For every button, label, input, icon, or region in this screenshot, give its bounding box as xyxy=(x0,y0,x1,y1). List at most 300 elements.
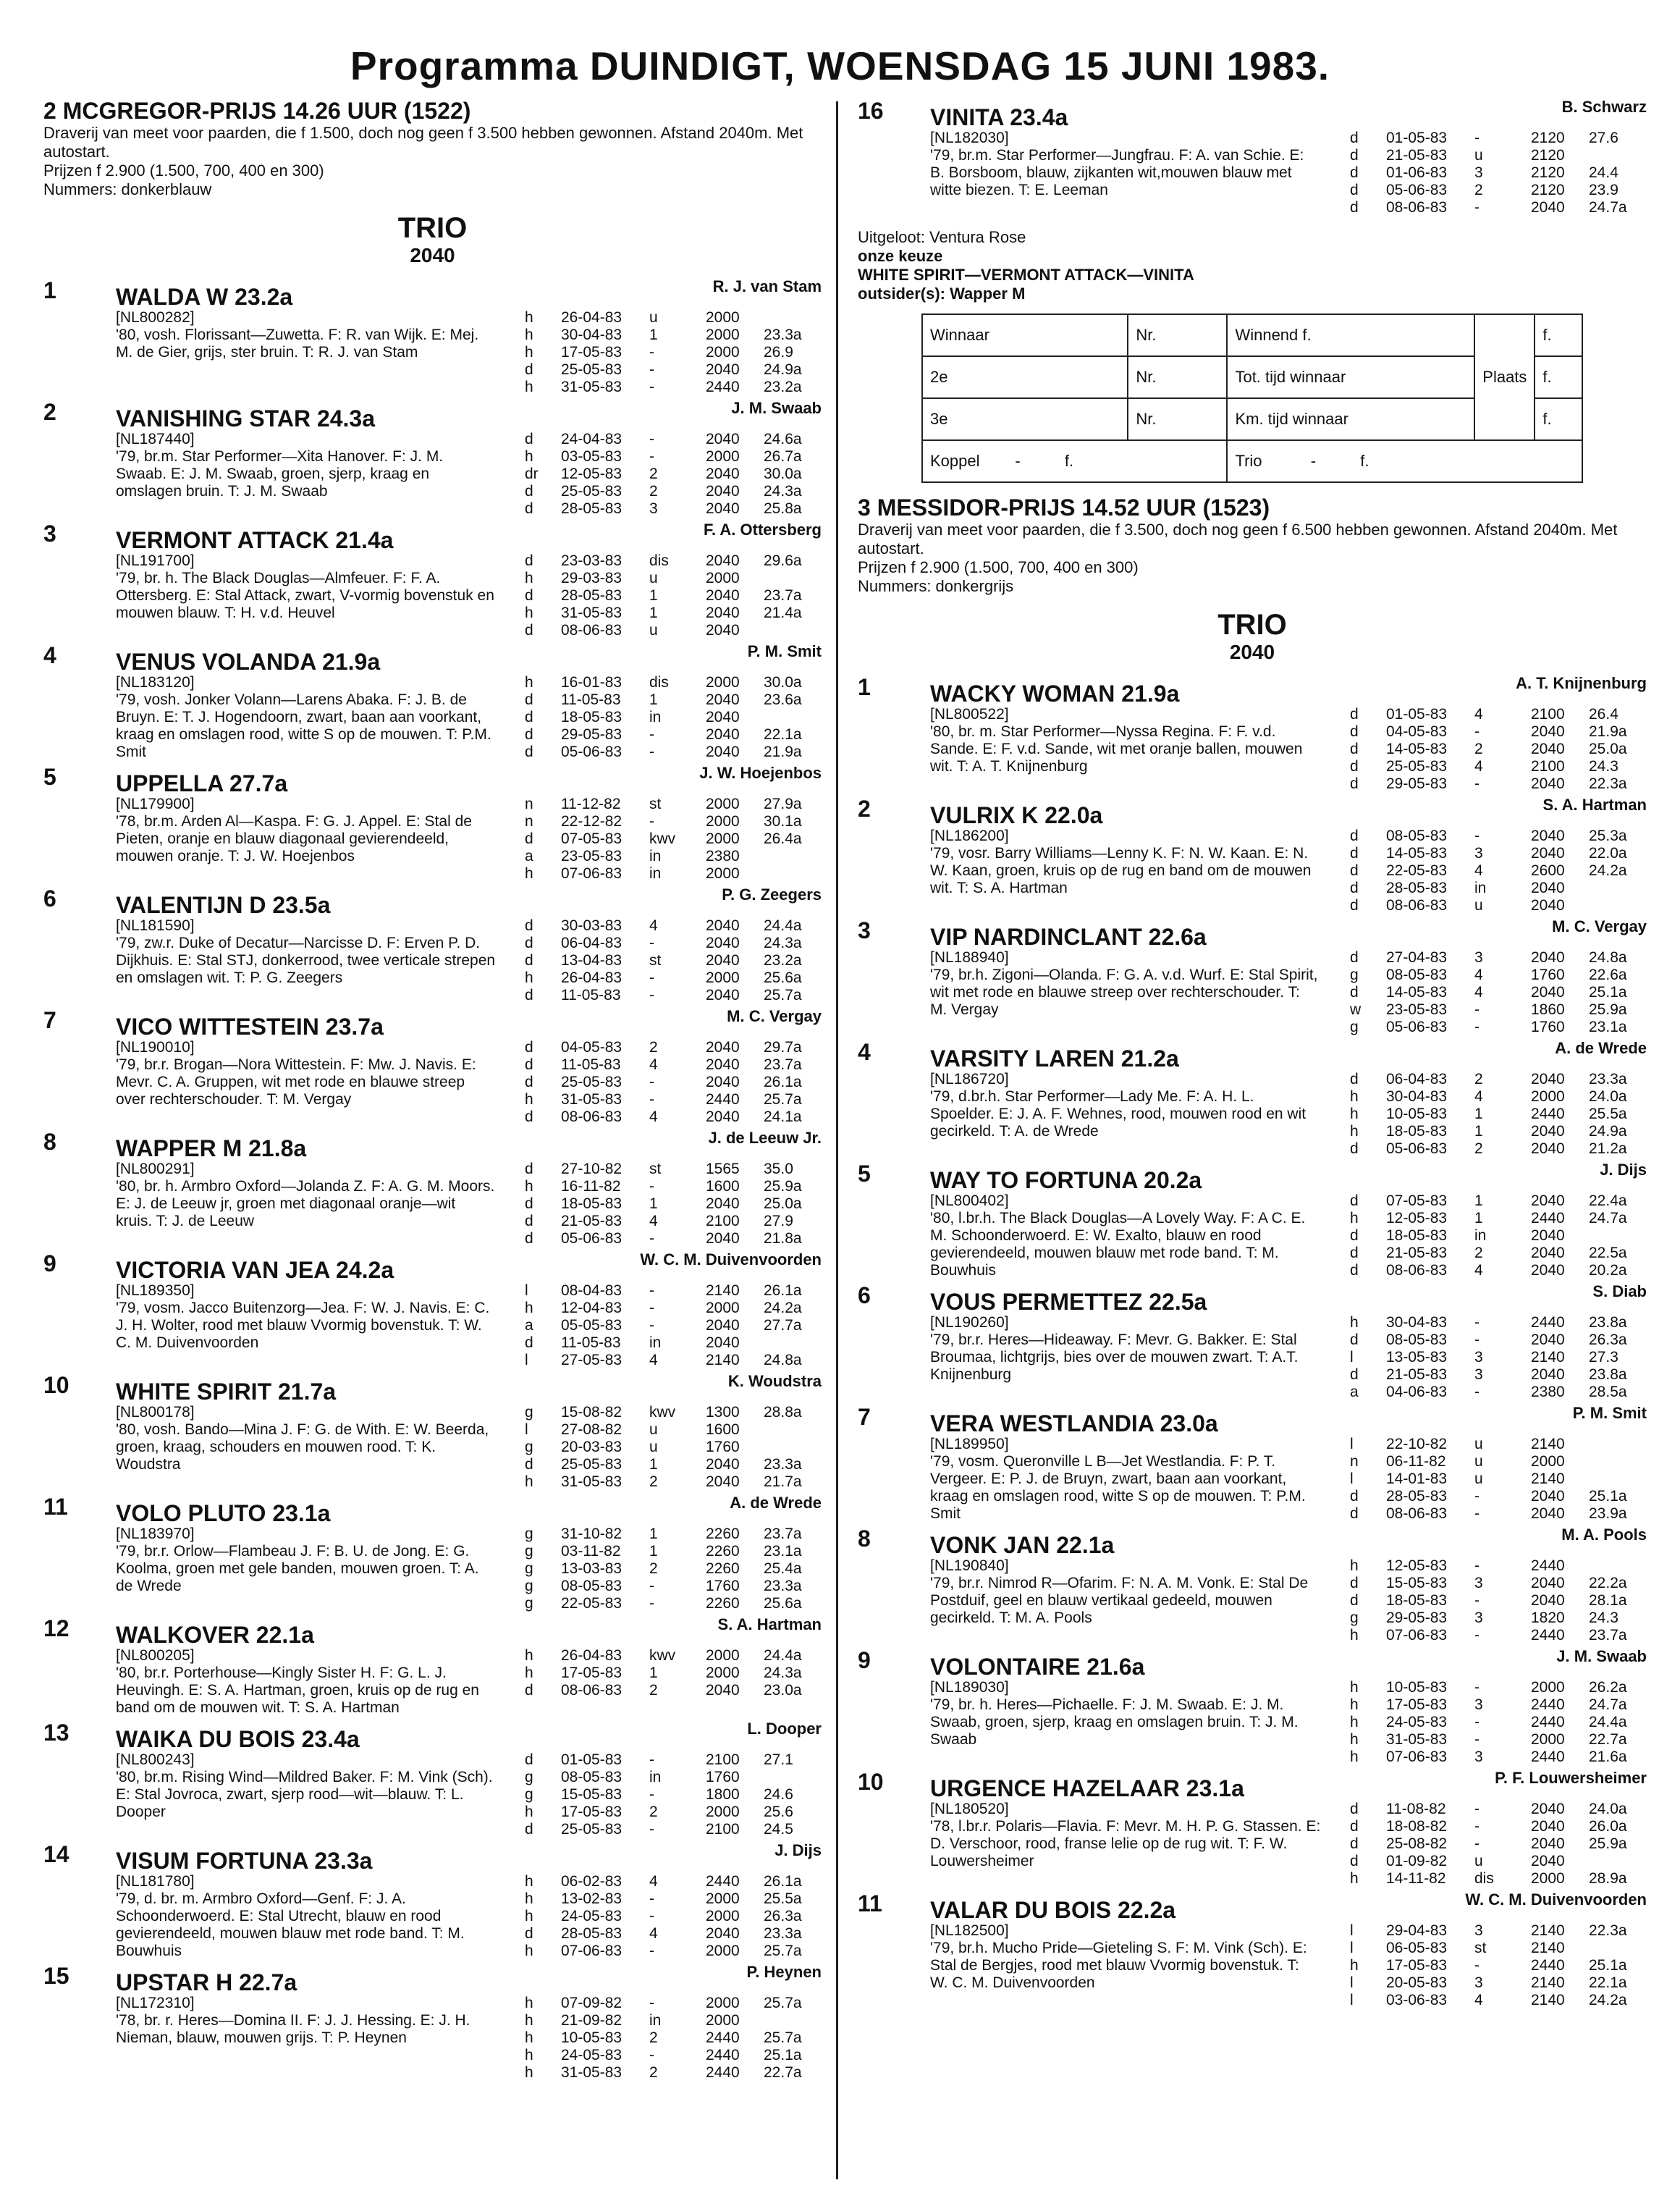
horse-body xyxy=(116,1039,822,1126)
horse-name: VINITA 23.4a xyxy=(930,104,1068,130)
form-cell: - xyxy=(649,1995,654,2011)
form-cell: 4 xyxy=(649,1056,658,1073)
form-cell xyxy=(1512,1019,1531,1036)
form-cell: h xyxy=(525,1473,533,1490)
form-cell: h xyxy=(525,1804,533,1820)
form-cell: l xyxy=(1350,1992,1354,2008)
form-cell: 22.3a xyxy=(1589,775,1627,792)
form-cell: - xyxy=(649,431,654,447)
form-cell: 2040 xyxy=(706,935,740,951)
form-cell: 25.5a xyxy=(764,1890,802,1907)
form-cell: 23.7a xyxy=(764,587,802,604)
form-cell: 4 xyxy=(1474,758,1483,775)
form-cell: 23-05-83 xyxy=(561,848,622,864)
form-cell: d xyxy=(1350,862,1359,879)
horse-entry xyxy=(43,277,822,396)
form-row xyxy=(525,1334,822,1352)
form-cell: 07-09-82 xyxy=(561,1995,622,2011)
form-cell: d xyxy=(1350,880,1359,896)
form-cell: d xyxy=(525,691,533,708)
form-cell xyxy=(1512,1818,1531,1835)
horse-info xyxy=(930,828,1321,914)
form-cell: g xyxy=(1350,1019,1359,1035)
horse-name: VIP NARDINCLANT 22.6a xyxy=(930,924,1207,950)
form-cell: h xyxy=(525,1908,533,1924)
form-cell: 29.7a xyxy=(764,1039,802,1056)
form-cell: 22.1a xyxy=(764,726,802,743)
form-cell: 2040 xyxy=(706,361,740,378)
form-cell: 24.4a xyxy=(1589,1714,1627,1730)
form-cell: 26-04-83 xyxy=(561,969,622,986)
form-cell: 23.7a xyxy=(764,1056,802,1073)
form-cell: 2040 xyxy=(706,1195,740,1212)
form-row xyxy=(1350,1957,1647,1974)
form-cell xyxy=(764,1439,822,1456)
form-cell: 26.7a xyxy=(764,448,802,465)
form-cell: 29.6a xyxy=(764,552,802,569)
form-cell xyxy=(687,587,706,605)
form-row xyxy=(525,1195,822,1213)
form-row xyxy=(525,1039,822,1056)
form-cell: 21.9a xyxy=(1589,723,1627,740)
form-cell: 2040 xyxy=(706,587,740,604)
form-cell: 2120 xyxy=(1531,130,1565,146)
form-cell: 2040 xyxy=(1531,741,1565,757)
horse-trainer: P. F. Louwersheimer xyxy=(1495,1769,1647,1787)
form-cell: 2260 xyxy=(706,1595,740,1612)
horse-code: [NL800178] xyxy=(116,1404,195,1421)
form-row xyxy=(525,1213,822,1230)
horse-code: [NL191700] xyxy=(116,552,195,569)
form-cell: 2260 xyxy=(706,1543,740,1560)
form-row xyxy=(1350,1227,1647,1245)
form-cell: 06-02-83 xyxy=(561,1873,622,1890)
horse-info xyxy=(116,552,496,639)
plaats-f-3: f. xyxy=(1535,398,1582,440)
form-cell: d xyxy=(1350,199,1359,216)
form-cell: - xyxy=(1474,1592,1480,1609)
form-cell: 24.5 xyxy=(764,1821,793,1838)
form-cell xyxy=(1512,1088,1531,1106)
form-cell xyxy=(1512,1557,1531,1575)
form-cell: 25.4a xyxy=(764,1560,802,1577)
horse-pedigree: '79, vosm. Jacco Buitenzorg—Jea. F: W. J. Navis. E: C. J. H. Wolter, rood met blauw Vvormig bovenstuk. T: W. C. M. Duivenvoorden xyxy=(116,1300,490,1351)
form-cell: h xyxy=(525,570,533,586)
form-cell: 4 xyxy=(1474,706,1483,723)
form-cell: 2 xyxy=(1474,1245,1483,1261)
form-cell xyxy=(687,1230,706,1247)
form-cell: 07-05-83 xyxy=(561,830,622,847)
horse-entry xyxy=(858,1039,1647,1158)
form-cell: 2040 xyxy=(706,1074,740,1090)
horse-form xyxy=(525,796,822,883)
form-cell xyxy=(687,1178,706,1195)
form-cell: 08-06-83 xyxy=(1386,897,1448,914)
form-cell xyxy=(1512,880,1531,897)
form-row xyxy=(525,2064,822,2082)
form-row xyxy=(525,327,822,344)
horse-name: VONK JAN 22.1a xyxy=(930,1532,1115,1558)
form-cell: 2040 xyxy=(1531,1853,1565,1869)
horse-entry xyxy=(858,98,1647,216)
form-row xyxy=(1350,845,1647,862)
form-cell xyxy=(1512,1679,1531,1696)
form-row xyxy=(1350,1488,1647,1505)
form-cell: kwv xyxy=(649,1404,676,1421)
form-row xyxy=(1350,1731,1647,1749)
horse-body xyxy=(116,796,822,883)
horse-pedigree: '79, br.m. Star Performer—Xita Hanover. F: J. M. Swaab. E: J. M. Swaab, groen, sjerp, kraag en omslagen bruin. T: J. M. Swaab xyxy=(116,448,444,500)
form-cell: 1 xyxy=(649,1456,658,1473)
form-cell: 30-04-83 xyxy=(1386,1314,1448,1331)
form-cell: 23.3a xyxy=(764,327,802,343)
form-cell: d xyxy=(525,1039,533,1056)
form-cell: 2040 xyxy=(1531,723,1565,740)
form-cell xyxy=(1512,1610,1531,1627)
form-cell xyxy=(1512,1140,1531,1158)
form-row xyxy=(1350,1245,1647,1262)
form-cell: 27.9 xyxy=(764,1213,793,1229)
form-cell: - xyxy=(1474,1801,1480,1817)
form-cell: 2000 xyxy=(1531,1679,1565,1696)
horse-trainer: R. J. van Stam xyxy=(712,277,822,295)
form-cell: 2440 xyxy=(706,1091,740,1108)
form-row xyxy=(525,1404,822,1421)
form-cell: 2140 xyxy=(1531,1992,1565,2008)
horse-trainer: M. C. Vergay xyxy=(1552,917,1647,935)
form-cell: 2040 xyxy=(706,1925,740,1942)
form-cell: h xyxy=(525,2047,533,2063)
form-cell xyxy=(1512,1853,1531,1870)
race2-outsider: outsider(s): Wapper M xyxy=(858,285,1026,303)
form-cell: 01-05-83 xyxy=(1386,130,1448,146)
horse-trainer: L. Dooper xyxy=(747,1720,822,1738)
form-cell xyxy=(687,1560,706,1578)
form-cell: 24.3 xyxy=(1589,758,1618,775)
form-cell: u xyxy=(1474,1436,1483,1452)
form-cell: a xyxy=(525,1317,533,1334)
form-cell: 13-05-83 xyxy=(1386,1349,1448,1366)
horse-name: VALENTIJN D 23.5a xyxy=(116,892,331,918)
form-cell: 1760 xyxy=(706,1439,740,1455)
form-cell: g xyxy=(525,1769,533,1785)
form-row xyxy=(525,744,822,761)
form-cell: 25-05-83 xyxy=(561,483,622,500)
horse-code: [NL188940] xyxy=(930,949,1009,966)
form-cell: 24.2a xyxy=(764,1300,802,1316)
form-cell: - xyxy=(649,1943,654,1959)
horse-name: VANISHING STAR 24.3a xyxy=(116,405,376,432)
form-cell: in xyxy=(1474,880,1487,896)
form-cell: 2440 xyxy=(1531,1106,1565,1122)
form-cell: 07-05-83 xyxy=(1386,1192,1448,1209)
horse-number: 10 xyxy=(43,1372,69,1398)
form-row xyxy=(1350,984,1647,1001)
form-cell: 01-09-82 xyxy=(1386,1853,1448,1869)
winnend-label: Winnend f. xyxy=(1227,314,1474,356)
form-cell: 2100 xyxy=(706,1821,740,1838)
horse-trainer: A. T. Knijnenburg xyxy=(1516,674,1647,692)
race2-distance: 2040 xyxy=(410,244,455,266)
form-cell: 4 xyxy=(1474,1992,1483,2008)
horse-info xyxy=(116,674,496,761)
form-cell xyxy=(1512,741,1531,758)
form-row xyxy=(1350,1106,1647,1123)
form-cell: 2000 xyxy=(706,344,740,361)
form-row xyxy=(525,1873,822,1890)
horse-number: 7 xyxy=(858,1404,871,1430)
form-row xyxy=(1350,1088,1647,1106)
horse-info xyxy=(930,706,1321,793)
form-cell xyxy=(687,570,706,587)
horse-trainer: P. Heynen xyxy=(746,1963,822,1981)
form-cell: h xyxy=(1350,1123,1359,1140)
form-cell: 2040 xyxy=(1531,880,1565,896)
form-cell: 18-05-83 xyxy=(561,709,622,725)
koppel-dash: - xyxy=(1015,452,1021,470)
form-cell: 24-05-83 xyxy=(1386,1714,1448,1730)
horse-trainer: J. M. Swaab xyxy=(1556,1647,1647,1665)
form-cell: 23.3a xyxy=(764,1456,802,1473)
form-cell: - xyxy=(649,987,654,1003)
form-row xyxy=(525,2029,822,2047)
form-cell xyxy=(687,709,706,726)
form-cell xyxy=(1512,1575,1531,1592)
form-cell: 20-03-83 xyxy=(561,1439,622,1455)
form-cell xyxy=(687,466,706,483)
form-cell: 18-05-83 xyxy=(1386,1123,1448,1140)
form-cell xyxy=(1512,1470,1531,1488)
form-cell: 24.7a xyxy=(1589,1210,1627,1226)
horse-body xyxy=(930,1679,1647,1766)
form-cell: h xyxy=(525,1300,533,1316)
form-cell: u xyxy=(1474,147,1483,164)
form-cell: h xyxy=(525,327,533,343)
form-cell: 05-06-83 xyxy=(561,1230,622,1247)
form-cell: 25.1a xyxy=(764,2047,802,2063)
form-row xyxy=(1350,723,1647,741)
horse-pedigree: '79, br.r. Orlow—Flambeau J. F: B. U. de Jong. E: G. Koolma, groen met gele banden, mouwen groen. T: A. de Wrede xyxy=(116,1543,479,1594)
form-cell: - xyxy=(649,935,654,951)
form-cell: 2000 xyxy=(1531,1870,1565,1887)
horse-form xyxy=(1350,1679,1647,1766)
form-cell: h xyxy=(1350,1314,1359,1331)
form-cell: d xyxy=(525,1195,533,1212)
form-cell xyxy=(1512,1592,1531,1610)
form-cell: d xyxy=(1350,758,1359,775)
horse-entry xyxy=(43,1007,822,1126)
form-cell: 2260 xyxy=(706,1526,740,1542)
form-cell: g xyxy=(525,1526,533,1542)
form-cell: 2440 xyxy=(706,1873,740,1890)
horse-info xyxy=(930,1679,1321,1766)
horse-entry xyxy=(43,1720,822,1838)
form-cell: 2040 xyxy=(706,1473,740,1490)
form-cell: 06-05-83 xyxy=(1386,1940,1448,1956)
form-cell: 31-05-83 xyxy=(561,1473,622,1490)
form-cell: 25-05-83 xyxy=(561,1821,622,1838)
form-row xyxy=(1350,775,1647,793)
form-cell: 25.7a xyxy=(764,1091,802,1108)
form-row xyxy=(525,1473,822,1491)
horse-code: [NL189350] xyxy=(116,1282,195,1299)
horse-pedigree: '80, vosh. Florissant—Zuwetta. F: R. van Wijk. E: Mej. M. de Gier, grijs, ster bruin. T: R. J. van Stam xyxy=(116,327,479,361)
form-row xyxy=(525,1074,822,1091)
form-cell xyxy=(1512,1001,1531,1019)
form-cell: 2 xyxy=(649,1039,658,1056)
form-cell: 24-05-83 xyxy=(561,1908,622,1924)
form-cell: 18-05-83 xyxy=(561,1195,622,1212)
horse-info xyxy=(116,309,496,396)
form-cell: 25-05-83 xyxy=(561,361,622,378)
horse-body xyxy=(930,828,1647,914)
form-cell: 2440 xyxy=(1531,1314,1565,1331)
horse-code: [NL800243] xyxy=(116,1751,195,1768)
horse-trainer: P. M. Smit xyxy=(747,642,822,660)
form-cell: 2000 xyxy=(706,327,740,343)
form-cell: - xyxy=(1474,1627,1480,1644)
horse-code: [NL190840] xyxy=(930,1557,1009,1574)
form-row xyxy=(1350,1001,1647,1019)
form-row xyxy=(1350,1366,1647,1384)
form-cell xyxy=(687,2064,706,2082)
form-row xyxy=(525,1560,822,1578)
form-cell: 28-05-83 xyxy=(561,1925,622,1942)
form-row xyxy=(1350,1818,1647,1835)
horse-code: [NL189950] xyxy=(930,1436,1009,1452)
form-row xyxy=(525,1890,822,1908)
form-cell: 3 xyxy=(1474,1922,1483,1939)
form-cell: 2040 xyxy=(1531,199,1565,216)
form-cell: dr xyxy=(525,466,539,482)
form-cell: in xyxy=(649,1334,662,1351)
race3-heading: 3 MESSIDOR-PRIJS 14.52 UUR (1523) xyxy=(858,495,1270,521)
form-cell xyxy=(687,552,706,570)
form-cell: 2000 xyxy=(706,1943,740,1959)
horse-code: [NL186200] xyxy=(930,828,1009,844)
form-cell xyxy=(1512,828,1531,845)
form-cell: 24.8a xyxy=(764,1352,802,1368)
form-cell xyxy=(764,570,822,587)
form-cell: 11-08-82 xyxy=(1386,1801,1446,1817)
form-cell xyxy=(1589,147,1647,164)
form-cell xyxy=(764,1769,822,1786)
form-cell: 23.9a xyxy=(1589,1505,1627,1522)
horse-code: [NL189030] xyxy=(930,1679,1009,1696)
form-cell: 2000 xyxy=(706,1995,740,2011)
form-cell: 2 xyxy=(1474,182,1483,198)
form-cell: 28.8a xyxy=(764,1404,802,1421)
form-cell: 29-05-83 xyxy=(561,726,622,743)
column-divider xyxy=(836,101,838,2179)
horse-trainer: M. C. Vergay xyxy=(727,1007,822,1025)
form-cell: 30-04-83 xyxy=(561,327,622,343)
horse-form xyxy=(1350,1557,1647,1644)
form-cell: n xyxy=(525,813,533,830)
form-cell: 2140 xyxy=(1531,1940,1565,1956)
form-cell: 21.2a xyxy=(1589,1140,1627,1157)
form-row xyxy=(525,1995,822,2012)
form-cell xyxy=(687,1786,706,1804)
form-cell xyxy=(687,1334,706,1352)
form-cell: dis xyxy=(649,674,669,691)
form-cell: 2 xyxy=(649,483,658,500)
form-cell: 28-05-83 xyxy=(561,500,622,517)
form-cell: d xyxy=(1350,1505,1359,1522)
form-row xyxy=(525,2047,822,2064)
form-row xyxy=(1350,1801,1647,1818)
form-cell: d xyxy=(1350,1366,1359,1383)
form-cell: 2000 xyxy=(706,2012,740,2029)
form-row xyxy=(525,674,822,691)
horse-pedigree: '79, d.br.h. Star Performer—Lady Me. F: A. H. L. Spoelder. E: J. A. F. Wehnes, rood, mouwen rood en wit gecirkeld. T: A. de Wrede xyxy=(930,1088,1307,1140)
form-cell: 2260 xyxy=(706,1560,740,1577)
form-row xyxy=(1350,1749,1647,1766)
form-cell: 2040 xyxy=(1531,775,1565,792)
horse-number: 3 xyxy=(43,521,56,547)
form-cell: - xyxy=(649,1595,654,1612)
form-cell: 2440 xyxy=(1531,1696,1565,1713)
form-cell: g xyxy=(525,1578,533,1594)
horse-code: [NL800522] xyxy=(930,706,1009,723)
form-cell: 18-05-83 xyxy=(1386,1227,1448,1244)
form-cell xyxy=(687,691,706,709)
form-cell: h xyxy=(525,379,533,395)
form-cell: 07-06-83 xyxy=(561,1943,622,1959)
form-cell: 3 xyxy=(1474,1366,1483,1383)
form-cell: 2440 xyxy=(706,2064,740,2081)
form-cell: g xyxy=(525,1595,533,1612)
form-cell: 25.3a xyxy=(1589,828,1627,844)
tot-tijd-label: Tot. tijd winnaar xyxy=(1227,356,1474,398)
form-cell: 2040 xyxy=(1531,897,1565,914)
form-cell: 12-05-83 xyxy=(1386,1210,1448,1226)
horse-form xyxy=(525,431,822,518)
form-cell: n xyxy=(525,796,533,812)
form-cell: - xyxy=(649,1074,654,1090)
horse-form xyxy=(525,309,822,396)
form-cell xyxy=(1512,1123,1531,1140)
form-cell: 21.6a xyxy=(1589,1749,1627,1765)
form-cell: 2 xyxy=(649,2064,658,2081)
form-cell: 24.4a xyxy=(764,917,802,934)
horse-name: WAPPER M 21.8a xyxy=(116,1135,307,1161)
form-cell xyxy=(1512,1749,1531,1766)
form-cell: d xyxy=(1350,1192,1359,1209)
form-cell: 05-06-83 xyxy=(1386,182,1448,198)
form-cell: d xyxy=(1350,845,1359,862)
horse-info xyxy=(930,1557,1321,1644)
form-cell xyxy=(1512,1210,1531,1227)
form-cell xyxy=(687,1108,706,1126)
form-cell: l xyxy=(1350,1940,1354,1956)
horse-form xyxy=(1350,1801,1647,1888)
form-cell: 2380 xyxy=(1531,1384,1565,1400)
form-cell: 27-08-82 xyxy=(561,1421,622,1438)
form-cell: - xyxy=(1474,723,1480,740)
horse-trainer: J. M. Swaab xyxy=(731,399,822,417)
form-cell: d xyxy=(1350,897,1359,914)
form-cell xyxy=(1512,1505,1531,1523)
form-cell: 2000 xyxy=(1531,1453,1565,1470)
form-cell xyxy=(764,2012,822,2029)
form-cell: 25.0a xyxy=(1589,741,1627,757)
form-cell: 4 xyxy=(1474,967,1483,983)
form-cell: 2100 xyxy=(706,1213,740,1229)
form-cell: - xyxy=(1474,828,1480,844)
form-cell: a xyxy=(525,848,533,864)
form-cell: 26.3a xyxy=(1589,1331,1627,1348)
